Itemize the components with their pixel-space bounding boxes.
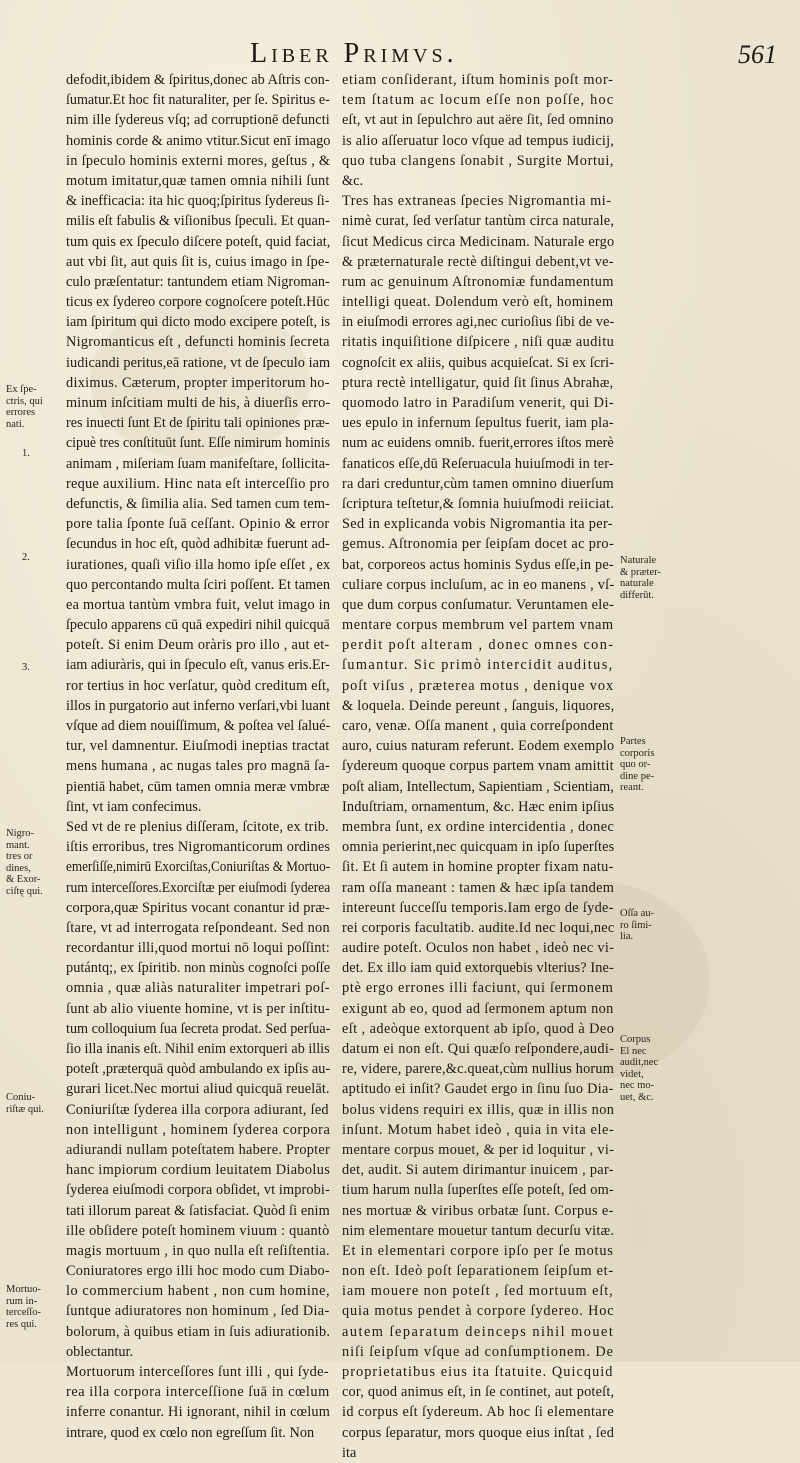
left-column-line: ſtare, vt ad interrogata reſpondeant. Sed non xyxy=(66,919,330,936)
left-column-line: inferre conantur. Hi ignorant, nihil in cœlum xyxy=(66,1404,330,1421)
right-column-line: ſit. Et ſi autem in homine propter fixam natu- xyxy=(342,859,614,876)
right-column-line: ra dari creduntur,cùm tamen omnino diuerſum xyxy=(342,475,614,492)
right-column-line: ptura rectè intelligatur, quid ſit ſinus Abrahæ, xyxy=(342,374,614,391)
left-column-line: vſque ad diem nouiſſimum, & poſtea vel ſalué- xyxy=(66,718,330,734)
right-column-line: ſumantur. Sic primò intercidit auditus, xyxy=(342,657,614,674)
right-column-line: poſt aliam, Intellectum, Sapientiam , Scientiam, xyxy=(342,778,614,795)
right-column-line: ſydereum quoque corpus partem vnam amittit xyxy=(342,758,614,775)
right-column-line: cognoſcit ex aliis, quibus acquieſcat. Si ex ſcri- xyxy=(342,354,614,371)
right-column-line: Induſtriam, ornamentum, &c. Hæc enim ipſius xyxy=(342,798,614,815)
left-column-line: Sed vt de re plenius diſſeram, ſcitote, ex trib. xyxy=(66,818,329,835)
left-column-line: iam ſpiritum qui dicto modo excipere poteſt, is xyxy=(66,314,330,331)
right-column-line: Sed in explicanda vobis Nigromantia ita per- xyxy=(342,516,613,533)
left-column-line: iam adiuràris, qui in ſpeculo eſt, vanus eris.Er- xyxy=(66,657,330,674)
left-column-line: ror tertius in hoc verſatur, quòd creditum eſt, xyxy=(66,677,330,694)
right-column-line: tium harum nulla ſuperſtes eſſe poteſt, ſed om- xyxy=(342,1182,614,1199)
right-column-line: num ac euidens omnib. fuerit,errores iſtos merè xyxy=(342,435,614,452)
right-column-line: fanaticos eſſe,dū Reſeruacula huiuſmodi in ter- xyxy=(342,455,614,472)
right-column-line: exigunt ab eo, quod ad ſermonem aptum non xyxy=(342,1000,614,1017)
left-column-line: aut vbi ſit, aut quis ſit is, cuius imago in ſpe- xyxy=(66,253,330,270)
left-column-line: reque auxilium. Hinc nata eſt interceſſio pro xyxy=(66,475,330,492)
right-column-line: eſt , adeòque extorquent ab ipſo, quod à Deo xyxy=(342,1020,614,1037)
margin-note-spectra-errors: Ex ſpe- ctris, qui errores nati. xyxy=(6,384,43,430)
right-column-line: quia motus pendet à corpore ſydereo. Hoc xyxy=(342,1303,614,1320)
right-column-line: auro, cuius naturam referunt. Eodem exemplo xyxy=(342,738,614,755)
left-column-line: tum colloquium ſua ſecreta prodat. Sed perſua- xyxy=(66,1020,330,1037)
right-column-line: bolus videns requiri ex illis, quæ in illis non xyxy=(342,1101,614,1118)
left-text-column xyxy=(66,70,330,1443)
left-column-line: pore talia ſponte ſuā ceſſant. Opinio & error xyxy=(66,516,330,533)
margin-note-nigromancer-orders: Nigro- mant. tres or dines, & Exor- ciſtę qui. xyxy=(6,828,43,897)
right-column-line: perdit poſt alteram , donec omnes con- xyxy=(342,637,614,654)
right-column-line: & loquela. Deinde pereunt , ſanguis, liquores, xyxy=(342,697,614,714)
right-text-column xyxy=(342,70,614,1463)
right-column-line: nim elementare mouetur tantum decurſu vitæ. xyxy=(342,1222,614,1239)
margin-note-number-3: 3. xyxy=(22,662,30,673)
right-column-line: que dum corpus conſumatur. Veruntamen ele- xyxy=(342,596,614,613)
right-column-line: id corpus eſt ſydereum. Ab hoc ſi elementare xyxy=(342,1404,614,1421)
left-column-line: Mortuorum interceſſores ſunt illi , qui ſyde- xyxy=(66,1364,329,1380)
left-column-line: ſunt ab alio viuente homine, vt is per inſtitu- xyxy=(66,1000,330,1017)
margin-note-body-parts: Partes corporis quo or- dine pe- reant. xyxy=(620,736,655,793)
left-column-line: Nigromanticus eſt , defuncti hominis ſecreta xyxy=(66,334,330,351)
right-column-line: tem ſtatum ac locum eſſe non poſſe, hoc xyxy=(342,92,614,109)
right-column-line: etiam conſiderant, iſtum hominis poſt mor- xyxy=(342,72,614,88)
right-column-line: niſi ſeipſum vſque ad conſumptionem. De xyxy=(342,1343,614,1360)
right-column-line: ram oſſa maneant : tamen & hæc ipſa tandem xyxy=(342,879,614,896)
left-column-line: emerſiſſe,nimirū Exorciſtas,Coniuriſtas & Mortuo- xyxy=(66,859,330,876)
left-column-line: milis eſt fabulis & viſionibus ſpeculi. Et quan- xyxy=(66,213,330,230)
right-column-line: corpus ſeparatur, mors quoque eius inſtat , ſed xyxy=(342,1424,614,1441)
left-column-line: recordantur illi,quod mortui nō loqui poſſint: xyxy=(66,940,330,957)
left-column-line: omnia , quæ aliàs naturaliter impetrari poſ- xyxy=(66,980,330,997)
right-column-line: membra ſunt, ex ordine intercidentia , donec xyxy=(342,818,614,835)
right-column-line: bat, corporeos actus hominis Sydus eſſe,in pe- xyxy=(342,556,614,573)
right-column-line: quomodo latro in Paradiſum venerit, qui Di- xyxy=(342,395,614,411)
left-column-line: corpora,quæ Spiritus vocant conantur id præ- xyxy=(66,899,330,916)
right-column-line: Tres has extraneas ſpecies Nigromantia mi- xyxy=(342,193,612,210)
right-column-line: gemus. Aſtronomia per ſeipſam docet ac pro- xyxy=(342,536,614,553)
right-column-line: Et in elementari corpore ipſo per ſe motus xyxy=(342,1242,614,1259)
left-column-line: rea illa corpora interceſſione ſuā in cœlum xyxy=(66,1384,330,1401)
right-column-line: intelligi queat. Dolendum verò eſt, hominem xyxy=(342,294,614,311)
left-column-line: quo percontando multa ſciri poſſent. Et tamen xyxy=(66,576,330,593)
right-column-line: autem ſeparatum deinceps nihil mouet xyxy=(342,1323,614,1340)
margin-note-natural: Naturale & præter- naturale differūt. xyxy=(620,555,661,601)
right-column-line: nes mortuæ & viribus orbatæ ſunt. Corpus e- xyxy=(342,1202,614,1219)
right-column-line: cor, quod animus eſt, in ſe continet, aut poteſt, xyxy=(342,1384,614,1401)
left-column-line: gurari licet.Nec mortui aliud quicquā reuelāt. xyxy=(66,1081,330,1098)
right-column-line: caro, venæ. Oſſa manent , quia correſpondent xyxy=(342,718,614,734)
left-column-line: motum imitatur,quæ tamen omnia nihili ſunt xyxy=(66,172,330,189)
left-column-line: mens humana , ac nugas tales pro magnā ſa- xyxy=(66,758,330,775)
left-column-line: & inefficacia: ita hic quoq;ſpiritus ſydereus ſi- xyxy=(66,193,330,210)
right-column-line: rei corporis facultatib. audite.Id nec loqui,nec xyxy=(342,919,614,936)
right-column-line: audire poteſt. Oculos non habet , ideò nec vi- xyxy=(342,940,614,957)
left-column-line: magis mortuum , in quo nulla eſt reſiſtentia. xyxy=(66,1242,330,1259)
running-title: Liber Primvs. xyxy=(250,38,458,69)
left-column-line: iſtis erroribus, tres Nigromanticorum ordines xyxy=(66,839,330,856)
right-column-line: datum ei non eſt. Qui quæſo reſpondere,audi- xyxy=(342,1041,614,1057)
left-column-line: lo commercium habent , non cum homine, xyxy=(66,1283,330,1300)
margin-note-sidereal-body: Corpus El nec audit,nec videt, nec mo- uet, &c. xyxy=(620,1034,659,1103)
right-column-line: &c. xyxy=(342,172,364,189)
right-column-line: re, videre, parere,&c.queat,cùm nullius horum xyxy=(342,1061,614,1078)
page-number: 561 xyxy=(738,40,777,69)
margin-note-number-2: 2. xyxy=(22,552,30,563)
left-column-line: putántq;, ex ſpiritib. non minùs cognoſci poſſe xyxy=(66,960,330,977)
right-column-line: culiare corpus incluſum, ac in eo manens , vſ- xyxy=(342,576,614,593)
left-column-line: minum inſcitiam multi de his, à diuerſis erro- xyxy=(66,395,330,411)
left-column-line: culo præſentatur: tantundem etiam Nigroman- xyxy=(66,273,330,290)
right-column-line: ritatis inquiſitione diſpicere , niſi quæ auditu xyxy=(342,334,614,351)
right-column-line: nimè curat, ſed verſatur tantùm circa naturale, xyxy=(342,213,614,230)
margin-note-coniurists: Coniu- riſtæ qui. xyxy=(6,1092,44,1115)
left-column-line: in ſpeculo hominis externi mores, geſtus , & xyxy=(66,152,330,169)
left-column-line: hanc impiorum cordium leuitatem Diabolus xyxy=(66,1162,330,1179)
left-column-line: tum quis ex ſpeculo diſcere poteſt, quid faciat, xyxy=(66,233,330,250)
left-column-line: illos in purgatorio aut inferno verſari,vbi luant xyxy=(66,697,330,714)
right-column-line: mentare corpus membrum vel partem vnam xyxy=(342,617,614,634)
right-column-line: det, audit. Si autem dirimantur inuicem , par- xyxy=(342,1162,614,1179)
left-column-line: Coniuriſtæ ſyderea illa corpora adiurant, ſed xyxy=(66,1101,329,1118)
left-column-line: Coniuratores ergo illi hoc modo cum Diabo- xyxy=(66,1263,330,1280)
right-column-line: ptè ergo errones illi faciunt, qui ſermonem xyxy=(342,980,614,997)
left-column-line: bolorum, à quibus etiam in ſuis adiurationib. xyxy=(66,1323,330,1340)
margin-note-intercessors: Mortuo- rum in- terceſſo- res qui. xyxy=(6,1284,41,1330)
left-column-line: ſio illa inanis eſt. Nihil enim extorqueri ab illis xyxy=(66,1041,330,1057)
margin-note-number-1: 1. xyxy=(22,448,30,459)
right-column-line: ita xyxy=(342,1444,357,1461)
left-column-line: defodit,ibidem & ſpiritus,donec ab Aſtris con- xyxy=(66,72,330,88)
left-column-line: diximus. Cæterum, propter imperitorum ho- xyxy=(66,374,330,391)
margin-note-bones-gold: Oſſa au- ro ſimi- lia. xyxy=(620,908,655,942)
left-column-line: non intelligunt , hominem ſyderea corpora xyxy=(66,1121,330,1138)
right-column-line: quo tuba clangens ſonabit , Surgite Mortui, xyxy=(342,152,614,169)
right-column-line: omnia perierint,nec quicquam in ipſo ſuperſtes xyxy=(342,839,614,856)
left-column-line: ſyderea eiuſmodi corpora obſidet, vt improbi- xyxy=(66,1182,330,1199)
right-column-line: intereunt ſucceſſu temporis.Iam ergo de ſyde- xyxy=(342,899,614,916)
left-column-line: adiurandi nullam poteſtatem habere. Propter xyxy=(66,1141,330,1158)
left-column-line: ſumatur.Et hoc fit naturaliter, per ſe. Spiritus e- xyxy=(66,92,330,109)
left-column-line: tati illorum pareat & ſatisfaciat. Quòd ſi enim xyxy=(66,1202,330,1219)
left-column-line: ſpeculo apparens cū quā expediri nihil quicquā xyxy=(66,617,330,634)
left-column-line: ſecundus in hoc eſt, quòd adhibitæ fuerunt ad- xyxy=(66,536,330,553)
left-column-line: animam , miſeriam ſuam manifeſtare, ſollicita- xyxy=(66,455,330,472)
left-column-line: iudicandi peritus,eā ratione, vt de ſpeculo iam xyxy=(66,354,330,371)
left-column-line: intrare, quod ex cœlo non egreſſum ſit. Non xyxy=(66,1424,315,1441)
left-column-line: oblectantur. xyxy=(66,1343,134,1360)
right-column-line: ſcriptura teſtetur,& ſomnia huiuſmodi reiiciat. xyxy=(342,495,614,512)
left-column-line: ea mortua tantùm vmbra fuit, velut imago in xyxy=(66,596,330,613)
left-column-line: res inuecti ſunt Et de ſpiritu tali opiniones præ- xyxy=(66,415,330,432)
left-column-line: pientiā habet, cūm tamen omnia meræ vmbræ xyxy=(66,778,330,795)
right-column-line: in eiuſmodi errores agi,nec curioſius ſibi de ve- xyxy=(342,314,614,331)
right-column-line: inſunt. Motum habet ideò , quia in vita ele- xyxy=(342,1121,614,1138)
right-column-line: rum ac genuinum Aſtronomiæ fundamentum xyxy=(342,273,614,290)
right-column-line: mentare corpus mouet, & per id loquitur , vi- xyxy=(342,1141,614,1158)
left-column-line: rum interceſſores.Exorciſtæ per eiuſmodi ſyderea xyxy=(66,879,330,896)
right-column-line: non eſt. Ideò poſt ſeparationem ſeipſum et- xyxy=(342,1263,614,1280)
right-column-line: is alio aſſeruatur loco vſque ad tempus iudicij, xyxy=(342,132,614,149)
left-column-line: hominis corde & animo vtitur.Sicut enī imago xyxy=(66,132,330,149)
right-column-line: ſicut Medicus circa Medicinam. Naturale ergo xyxy=(342,233,614,250)
right-column-line: eſt, vt aut in ſepulchro aut aëre ſit, ſed omnino xyxy=(342,112,614,129)
right-column-line: det. Ex illo iam quid extorquebis vlterius? Ine- xyxy=(342,960,614,977)
right-column-line: poſt viſus , præterea motus , denique vox xyxy=(342,677,614,694)
left-column-line: ille obſidere poteſt hominem viuum : quantò xyxy=(66,1222,330,1239)
right-column-line: ues epulo in infernum ſepultus fuerit, iam pla- xyxy=(342,415,614,432)
left-column-line: nim ille ſydereus vſq; ad corruptionē defuncti xyxy=(66,112,330,129)
right-column-line: & præternaturale rectè diſtingui debent,vt ve- xyxy=(342,253,614,270)
left-column-line: defunctis, & ſimilia alia. Sed tamen cum tem- xyxy=(66,495,330,512)
left-column-line: tur, vel damnentur. Eiuſmodi ineptias tractat xyxy=(66,738,330,755)
left-column-line: iurationes, quaſi viſio illa homo ipſe eſſet , ex xyxy=(66,556,330,573)
left-column-line: poteſt. Si enim Deum oràris pro illo , aut et- xyxy=(66,637,330,654)
left-column-line: cipuè tres conſtituūt ſunt. Eſſe nimirum hominis xyxy=(66,435,330,452)
left-column-line: ſuntque adiuratores non hominum , ſed Dia- xyxy=(66,1303,330,1320)
left-column-line: ſint, vt iam confecimus. xyxy=(66,798,202,815)
right-column-line: aptitudo ei inſit? Gaudet ergo in ſinu ſuo Dia- xyxy=(342,1081,614,1098)
right-column-line: iam mouere non poteſt , ſed mortuum eſt, xyxy=(342,1283,614,1300)
right-column-line: proprietatibus eius ita ſtatuite. Quicquid xyxy=(342,1364,614,1380)
left-column-line: poteſt ,præterquā quòd ambulando ex ipſis au- xyxy=(66,1061,330,1078)
left-column-line: ticus ex ſydereo corpore cognoſcere poteſt.Hūc xyxy=(66,294,330,311)
